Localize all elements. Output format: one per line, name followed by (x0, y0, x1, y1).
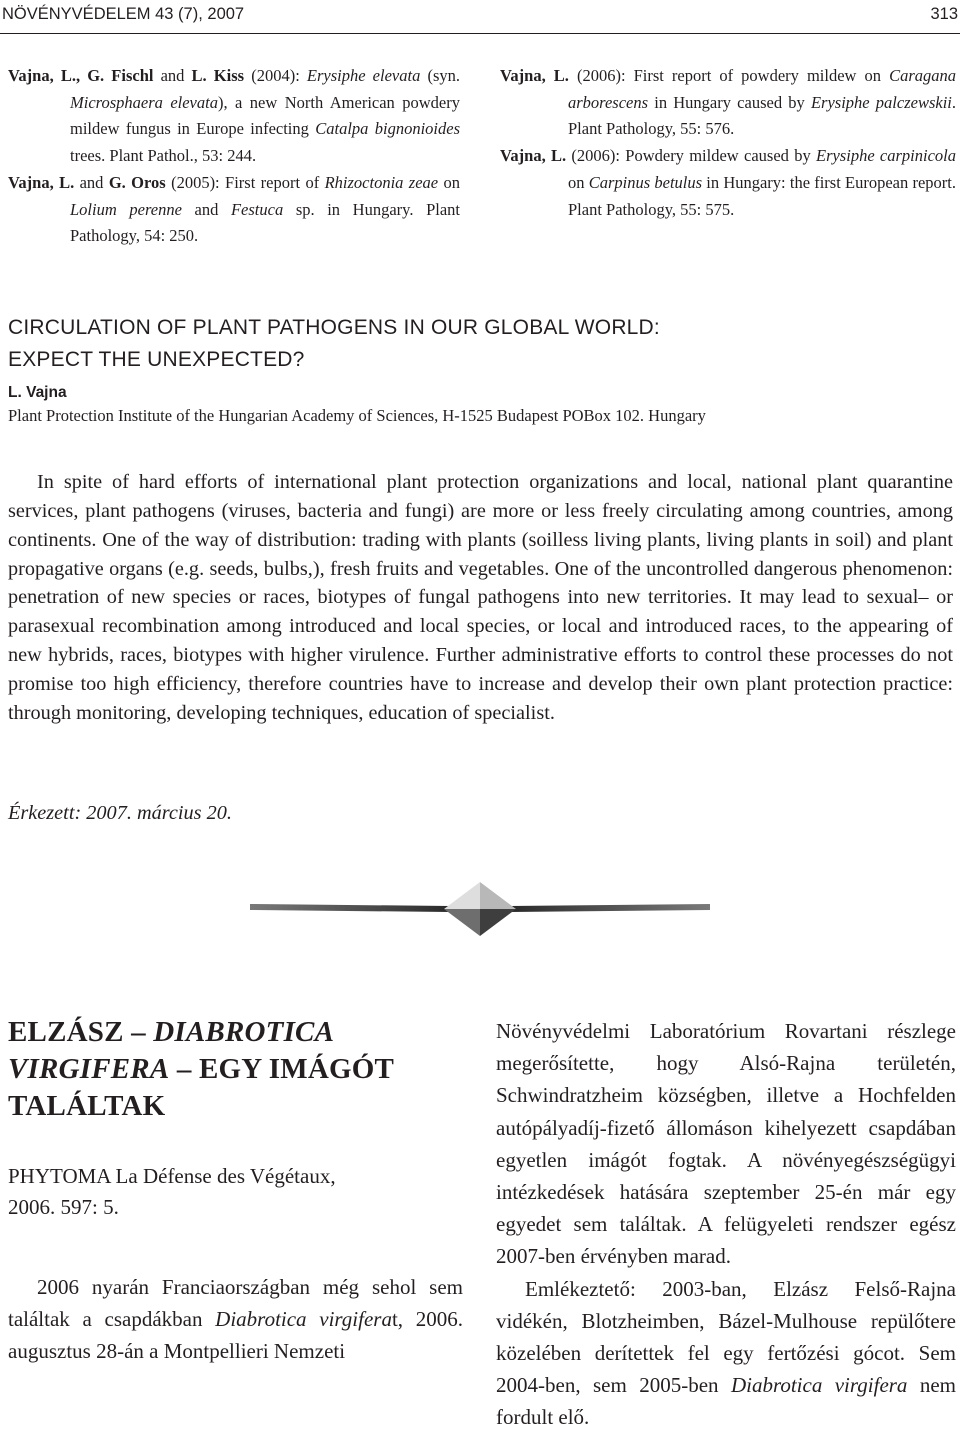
ref-author: Vajna, L., G. Fischl (8, 66, 154, 85)
news-text: Növényvédelmi Laboratórium Rovartani részlege megerősítette, hogy Alsó-Rajna területén, Schwindratzheim községben, illetve a Hochfelden autópályadíj-fizető állomáson kihelyezett csapdában egyetlen imágót fogtak. A növényegészségügyi intézkedések hatására szeptember 25-én már egy egyedet sem találtak. A felügyeleti rendszer egész 2007-ben érvényben marad. (496, 1019, 956, 1269)
ref-text: ), a new North American powdery mildew fungus in Europe infecting (70, 92, 460, 139)
reference-caragana-2006 (500, 63, 956, 143)
news-species: Diabrotica virgifera (730, 1373, 908, 1398)
ref-author: Vajna, L. (500, 146, 567, 166)
ref-text: and (181, 199, 231, 219)
ref-text: on (568, 172, 589, 192)
ref-text: . Plant Pathology, 55: 576. (568, 92, 956, 139)
news-species: Diabrotica virgifera (215, 1307, 392, 1332)
article-title (8, 312, 953, 376)
ref-text: sp. in Hungary. Plant Pathology, 54: 250. (70, 199, 460, 246)
news-text: Emlékeztető: 2003-ban, Elzász Felső-Rajna vidékén, Blotzheimben, Bázel-Mulhouse repülőtere közelében derítettek fel egy fertőzési gócot. Sem 2004-ben, sem 2005-ben (496, 1276, 956, 1398)
ref-author: Vajna, L. (8, 172, 75, 192)
news-left-column (8, 1014, 463, 1368)
references-left-column (8, 63, 460, 250)
journal-citation: NÖVÉNYVÉDELEM 43 (7), 2007 (2, 5, 245, 23)
news-source (8, 1161, 463, 1223)
divider-ornament-icon (250, 880, 710, 950)
news-title (8, 1014, 463, 1125)
ref-species: Festuca (230, 199, 284, 219)
news-paragraph-1 (8, 1271, 463, 1368)
article-title-line: EXPECT THE UNEXPECTED? (8, 348, 305, 371)
ref-text: (2006): First report of powdery mildew on (568, 66, 890, 85)
ref-year: (2004): (244, 66, 307, 85)
ref-species: Caragana arborescens (568, 66, 957, 112)
news-text: 2006 nyarán Franciaországban még sehol sem találtak a csapdákban (8, 1275, 463, 1332)
news-title-species: DIABROTICA VIRGIFERA (8, 1016, 333, 1085)
ref-species: Erysiphe elevata (306, 66, 421, 85)
news-title-text: – EGY IMÁGÓT TALÁLTAK (8, 1053, 394, 1122)
ref-species: Carpinus betulus (588, 172, 703, 192)
reference-oros-2005 (8, 170, 460, 250)
ref-species: Erysiphe carpinicola (815, 146, 956, 166)
news-source-line: 2006. 597: 5. (8, 1195, 119, 1219)
ref-species: Microsphaera elevata (70, 92, 218, 112)
ref-text: in Hungary caused by (648, 92, 811, 112)
ref-species: Rhizoctonia zeae (324, 172, 439, 192)
ref-species: Lolium perenne (70, 199, 182, 219)
ref-author: Vajna, L. (500, 66, 569, 85)
received-date: Érkezett: 2007. március 20. (8, 802, 232, 824)
header-rule (0, 33, 960, 34)
news-right-column (496, 1015, 956, 1434)
ref-author: L. Kiss (191, 66, 245, 85)
reference-carpinus-2006 (500, 143, 956, 223)
news-paragraph-2 (496, 1273, 956, 1434)
references-right-column (500, 63, 956, 223)
article-heading (8, 312, 953, 426)
news-text: nem fordult elő. (496, 1373, 956, 1430)
news-source-line: PHYTOMA La Défense des Végétaux, (8, 1164, 336, 1188)
page-header (0, 0, 960, 34)
ref-text: trees. Plant Pathol., 53: 244. (70, 146, 257, 166)
news-paragraph-1-continued (496, 1015, 956, 1273)
ref-text: in Hungary: the first European report. Plant Pathology, 55: 575. (568, 172, 956, 219)
article-author: L. Vajna (8, 384, 67, 401)
ref-year: (2005): First report of (165, 172, 325, 192)
ref-text: on (438, 172, 460, 192)
article-title-line: CIRCULATION OF PLANT PATHOGENS IN OUR GLOBAL WORLD: (8, 316, 660, 339)
ref-species: Erysiphe palczewskii (810, 92, 952, 112)
reference-kiss-2004 (8, 63, 460, 170)
article-abstract: In spite of hard efforts of international plant protection organizations and local, national plant quarantine services, plant pathogens (viruses, bacteria and fungi) are more or less freely circulating among countries, among continents. One of the way of distribution: trading with plants (soilless living plants, living plants in soil) and plant propagative organs (e.g. seeds, bulbs,), fresh fruits and vegetables. One of the uncontrolled dangerous phenomenon: penetration of new species or races, biotypes of fungal pathogens into new territories. It may lead to sexual– or parasexual recombination among introduced and local species, or local and introduced races, to the appearing of new hybrids, races, biotypes with higher virulence. Further administrative efforts to control these processes do not promise too high efficiency, therefore countries have to increase and develop their own plant protection practice: through monitoring, developing techniques, education of specialist. (8, 471, 953, 724)
ref-author-joiner: and (153, 66, 192, 85)
ref-author-joiner: and (74, 172, 109, 192)
ref-text: (syn. (420, 66, 460, 85)
ref-species: Catalpa bignonioides (315, 119, 460, 139)
ref-text: (2006): Powdery mildew caused by (566, 146, 816, 166)
ref-author: G. Oros (108, 172, 166, 192)
news-title-text: ELZÁSZ – (8, 1016, 154, 1048)
page-number: 313 (930, 5, 958, 23)
article-affiliation: Plant Protection Institute of the Hungarian Academy of Sciences, H-1525 Budapest POBox 102. Hungary (8, 406, 706, 425)
news-text: t, 2006. augusztus 28-án a Montpellieri Nemzeti (8, 1307, 464, 1364)
